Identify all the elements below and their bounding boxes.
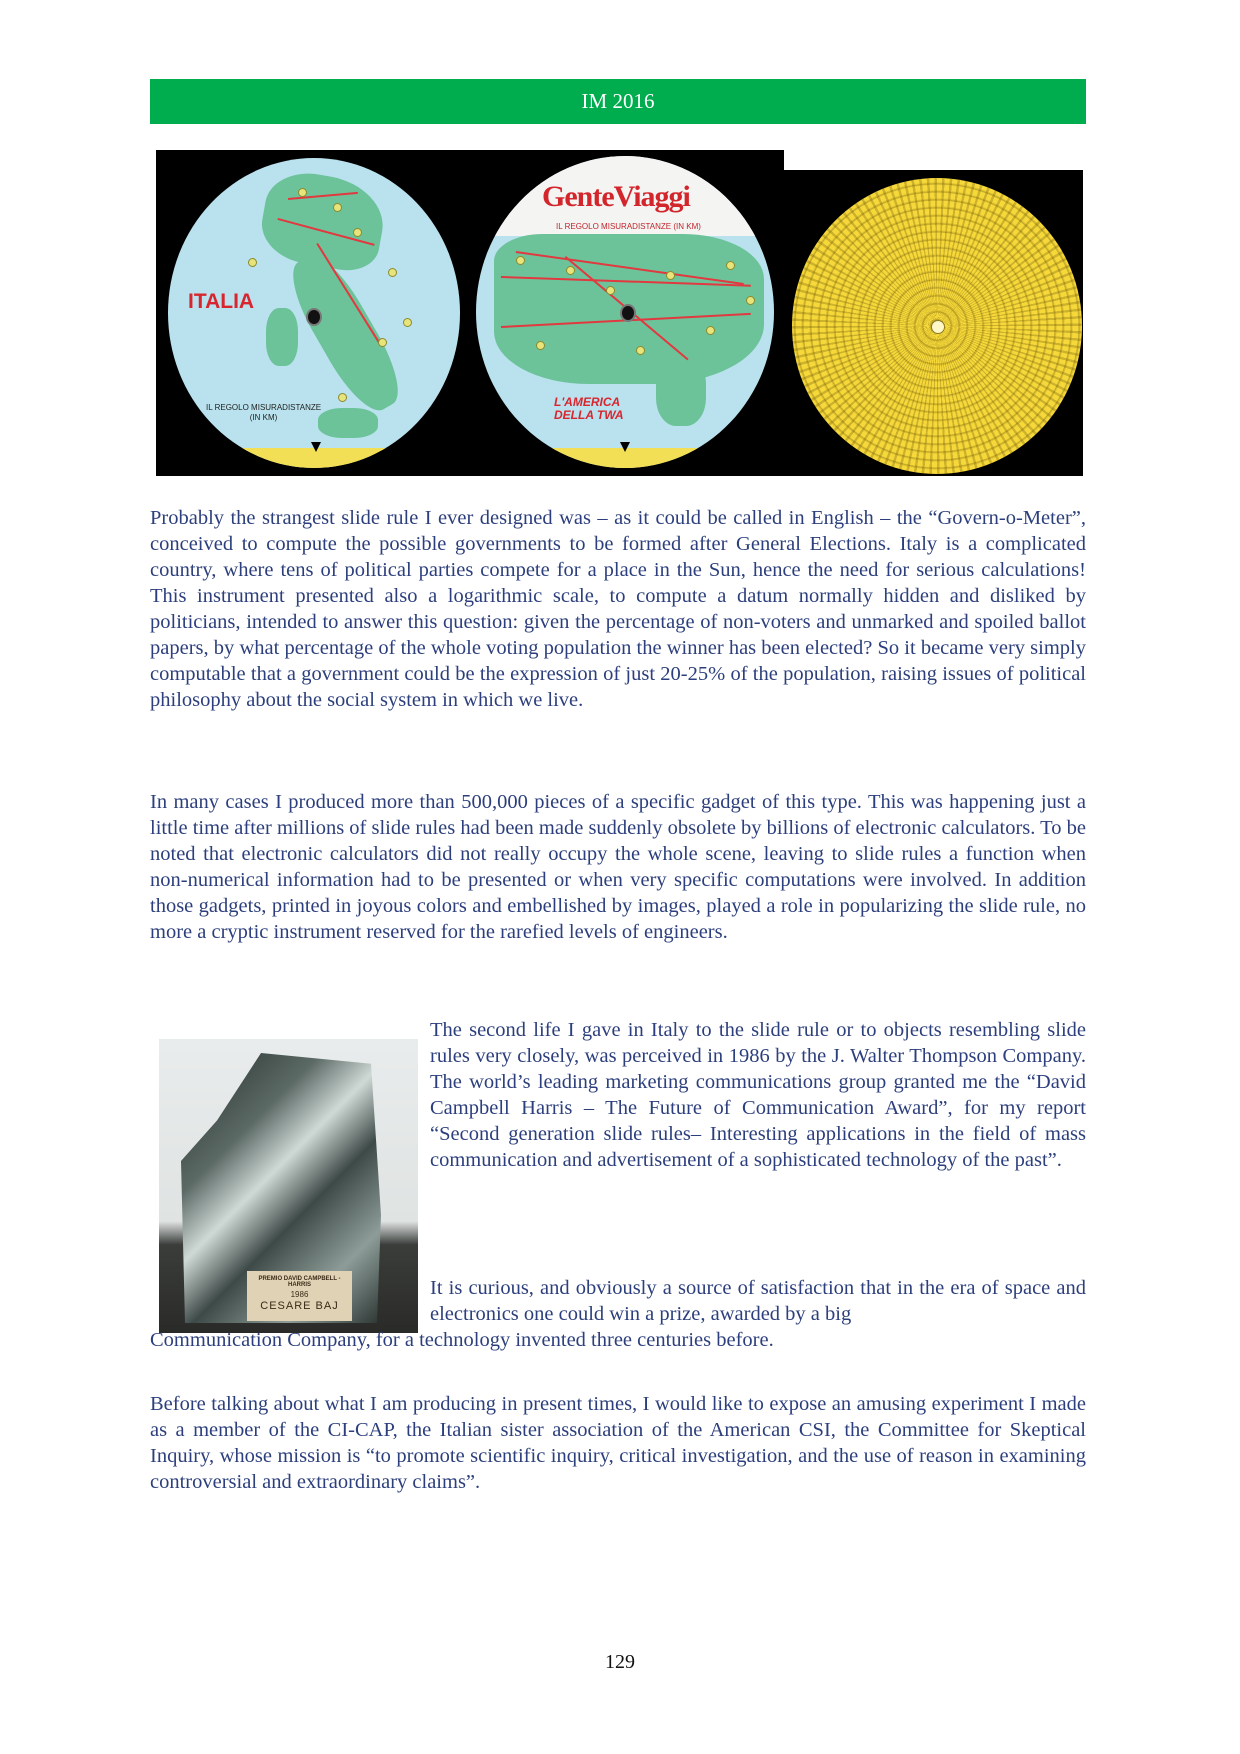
italy-disc-subtitle: [206, 403, 321, 423]
italy-disc-subtitle-line2: (IN KM): [249, 413, 278, 422]
italy-disc-pointer-icon: [311, 442, 321, 452]
paragraph-govern-o-meter: Probably the strangest slide rule I ever designed was – as it could be called in English – the “Govern-o-Meter”, conceived to compute the possible governments to be formed after General Elections. Italy is a complicated country, where tens of political parties compete for a place in the Sun, hence the need for serious calculations! This instrument presented also a logarithmic scale, to compute a datum normally hidden and disliked by politicians, intended to answer this question: given the percentage of non-voters and unmarked and spoiled ballot papers, by what percentage of the whole voting population the winner has been elected? So it became very simply computable that a government could be the expression of just 20-25% of the population, raising issues of political philosophy about the social system in which we live.: [150, 507, 1086, 711]
govern-o-meter-disc-photo: [784, 170, 1083, 476]
paragraph-gadgets: In many cases I produced more than 500,000 pieces of a specific gadget of this type. This was happening just a little time after millions of slide rules had been made suddenly obsolete by billions of electronic calculators. To be noted that electronic calculators did not really occupy the whole scene, leaving to slide rules a function when non-numerical information had to be presented or when very specific computations were involved. In addition those gadgets, printed in joyous colors and embellished by images, played a role in popularizing the slide rule, no more a cryptic instrument reserved for the rarefied levels of engineers.: [150, 791, 1086, 943]
header-title: IM 2016: [581, 89, 655, 113]
italy-disc-subtitle-line1: IL REGOLO MISURADISTANZE: [206, 403, 322, 412]
usa-disc-footer: [554, 396, 624, 422]
usa-disc-subtitle: IL REGOLO MISURADISTANZE (IN KM): [556, 222, 701, 231]
header-bar: [150, 79, 1086, 124]
plaque-line3: CESARE BAJ: [260, 1300, 339, 1312]
plaque-line2: 1986: [290, 1290, 309, 1299]
yellow-slide-rule-disc: [792, 178, 1082, 474]
usa-disc-pointer-icon: [620, 442, 630, 452]
usa-disc-footer-line1: L'AMERICA: [554, 395, 621, 409]
italy-disc-title: ITALIA: [188, 290, 255, 313]
plaque-line1: PREMIO DAVID CAMPBELL - HARRIS: [258, 1276, 341, 1288]
italy-distance-disc: [168, 158, 460, 468]
paragraph-award: The second life I gave in Italy to the slide rule or to objects resembling slide rules very closely, was perceived in 1986 by the J. Walter Thompson Company. The world’s leading marketing communications group granted me the “David Campbell Harris – The Future of Communication Award”, for my report “Second generation slide rules– Interesting applications in the field of mass communication and advertisement of a sophisticated technology of the past”.: [430, 1019, 1086, 1171]
page-number: 129: [605, 1651, 635, 1673]
genteviaggi-logo: GenteViaggi: [542, 180, 690, 213]
award-trophy-photo: [159, 1039, 418, 1333]
slide-rule-discs-photo: [156, 150, 784, 476]
paragraph-curious-continuation: Communication Company, for a technology invented three centuries before.: [150, 1329, 774, 1351]
paragraph-curious: It is curious, and obviously a source of satisfaction that in the era of space and electronics one could win a prize, awarded by a big: [430, 1277, 1086, 1325]
paragraph-ci-cap: Before talking about what I am producing in present times, I would like to expose an amusing experiment I made as a member of the CI-CAP, the Italian sister association of the American CSI, the Committee for Skeptical Inquiry, whose mission is “to promote scientific inquiry, critical investigation, and the use of reason in examining controversial and extraordinary claims”.: [150, 1393, 1086, 1493]
usa-distance-disc: [476, 156, 774, 468]
usa-disc-footer-line2: DELLA TWA: [554, 408, 624, 422]
award-plaque: [247, 1271, 352, 1321]
yellow-disc-pivot-hole: [931, 320, 945, 334]
